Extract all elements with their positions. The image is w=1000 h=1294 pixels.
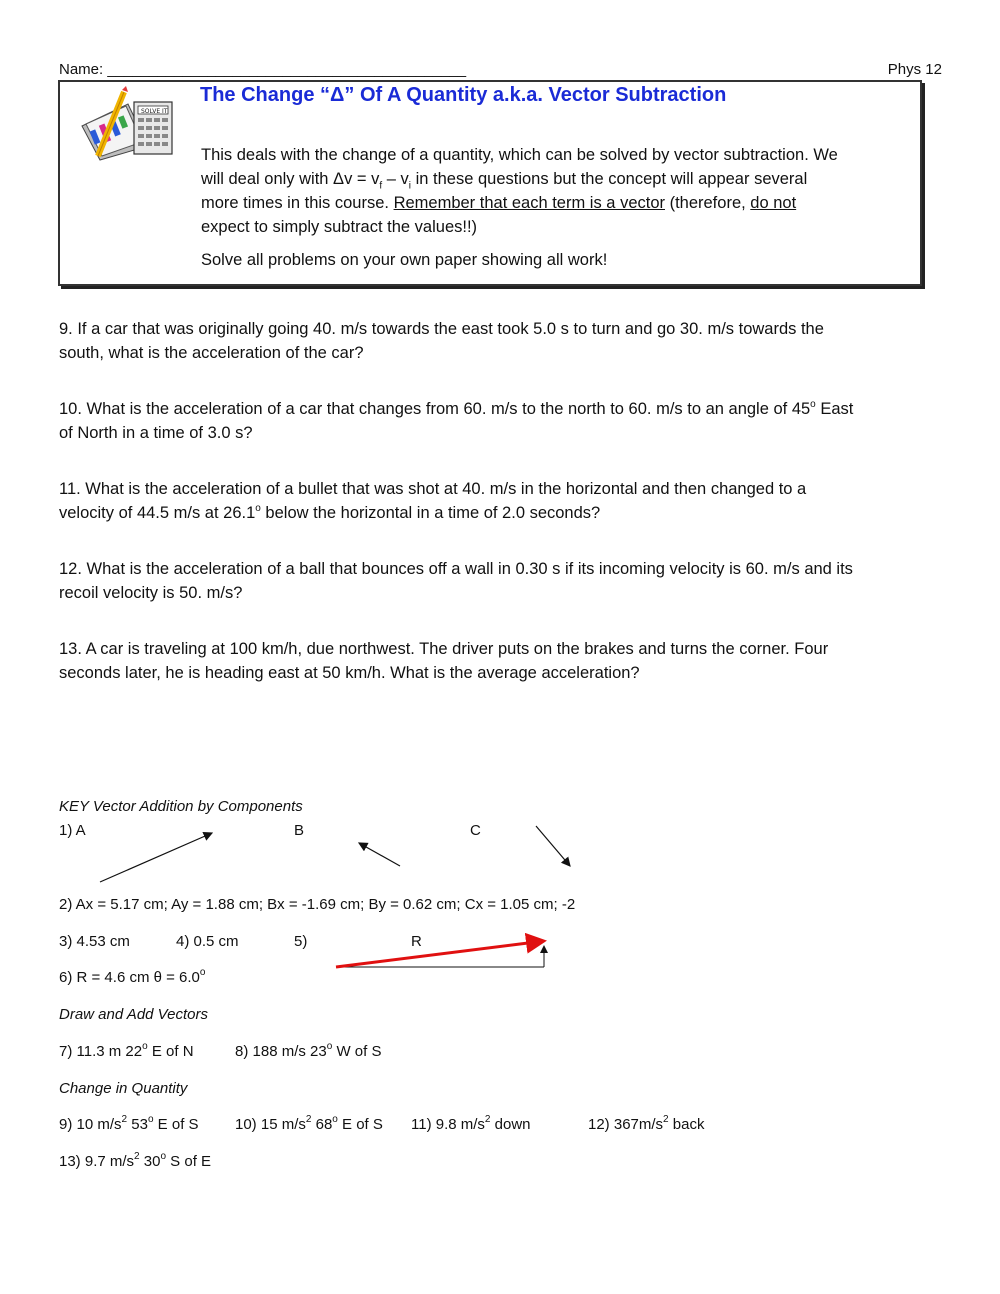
intro-line-1: This deals with the change of a quantity, which can be solved by vector subtraction. We xyxy=(201,146,838,164)
key-answer-8: 8) 188 m/s 23$^o$ W of S xyxy=(235,1041,382,1060)
intro-line-2: will deal only with $\Delta v = v_f - v_i$ in these questions but the concept will appear several xyxy=(201,170,808,192)
question-9-line-2: south, what is the acceleration of the car? xyxy=(59,344,364,362)
name-label: Name: ___________________________________________ xyxy=(59,61,467,78)
intro-line-4: expect to simply subtract the values!!) xyxy=(201,218,478,236)
intro-line-3: more times in this course. Remember that each term is a vector (therefore, do not xyxy=(201,194,797,212)
question-11-line-2: velocity of 44.5 m/s at 26.1$^o$ below the horizontal in a time of 2.0 seconds? xyxy=(59,502,601,522)
question-10-line-2: of North in a time of 3.0 s? xyxy=(59,424,253,442)
section-change-quantity: Change in Quantity xyxy=(59,1080,188,1097)
question-12-line-2: recoil velocity is 50. m/s? xyxy=(59,584,243,602)
question-13-line-1: 13. A car is traveling at 100 km/h, due northwest. The driver puts on the brakes and turns the corner. Four xyxy=(59,640,829,658)
key-answer-4: 4) 0.5 cm xyxy=(176,933,239,950)
key-answer-6: 6) R = 4.6 cm $\theta = 6.0^o$ xyxy=(59,967,206,986)
question-11-line-1: 11. What is the acceleration of a bullet that was shot at 40. m/s in the horizontal and then changed to a xyxy=(59,480,807,498)
key-answer-13: 13) 9.7 $m/s^2$ 30$^o$ S of E xyxy=(59,1151,212,1170)
course-label: Phys 12 xyxy=(887,61,942,78)
key-answer-5: 5) xyxy=(294,933,308,950)
key-answer-1: 1) A xyxy=(59,822,86,839)
intro-instruction: Solve all problems on your own paper showing all work! xyxy=(201,251,608,269)
key-answer-3: 3) 4.53 cm xyxy=(59,933,130,950)
calculator-label: SOLVE IT xyxy=(141,108,168,115)
vector-b-label: B xyxy=(294,822,305,839)
key-answer-2: 2) Ax = 5.17 cm; Ay = 1.88 cm; Bx = -1.69 cm; By = 0.62 cm; Cx = 1.05 cm; -2 xyxy=(59,896,576,913)
vector-b-arrow xyxy=(359,843,400,866)
resultant-arrow xyxy=(336,941,544,967)
resultant-label: R xyxy=(411,933,422,950)
vector-c-arrow xyxy=(536,826,570,866)
key-answer-10: 10) 15 $m/s^2$ 68$^o$ E of S xyxy=(235,1114,383,1133)
box-title: The Change “Δ” Of A Quantity a.k.a. Vector Subtraction xyxy=(200,84,727,106)
key-answer-12: 12) $367m/s^2$ back xyxy=(588,1114,705,1133)
key-answer-7: 7) 11.3 m 22$^o$ E of N xyxy=(59,1041,194,1060)
question-10-line-1: 10. What is the acceleration of a car that changes from 60. m/s to the north to 60. m/s to an angle of 45$^o$ East xyxy=(59,398,854,418)
question-13-line-2: seconds later, he is heading east at 50 km/h. What is the average acceleration? xyxy=(59,664,640,682)
question-12-line-1: 12. What is the acceleration of a ball that bounces off a wall in 0.30 s if its incoming velocity is 60. m/s and its xyxy=(59,560,853,578)
section-draw-add: Draw and Add Vectors xyxy=(59,1006,208,1023)
key-answer-11: 11) 9.8 $m/s^2$ down xyxy=(411,1114,531,1133)
vector-a-arrow xyxy=(100,833,212,882)
key-heading: KEY Vector Addition by Components xyxy=(59,798,303,815)
question-9-line-1: 9. If a car that was originally going 40. m/s towards the east took 5.0 s to turn and go 30. m/s towards the xyxy=(59,320,824,338)
key-answer-9: 9) 10 $m/s^2$ 53$^o$ E of S xyxy=(59,1114,199,1133)
vector-c-label: C xyxy=(470,822,481,839)
